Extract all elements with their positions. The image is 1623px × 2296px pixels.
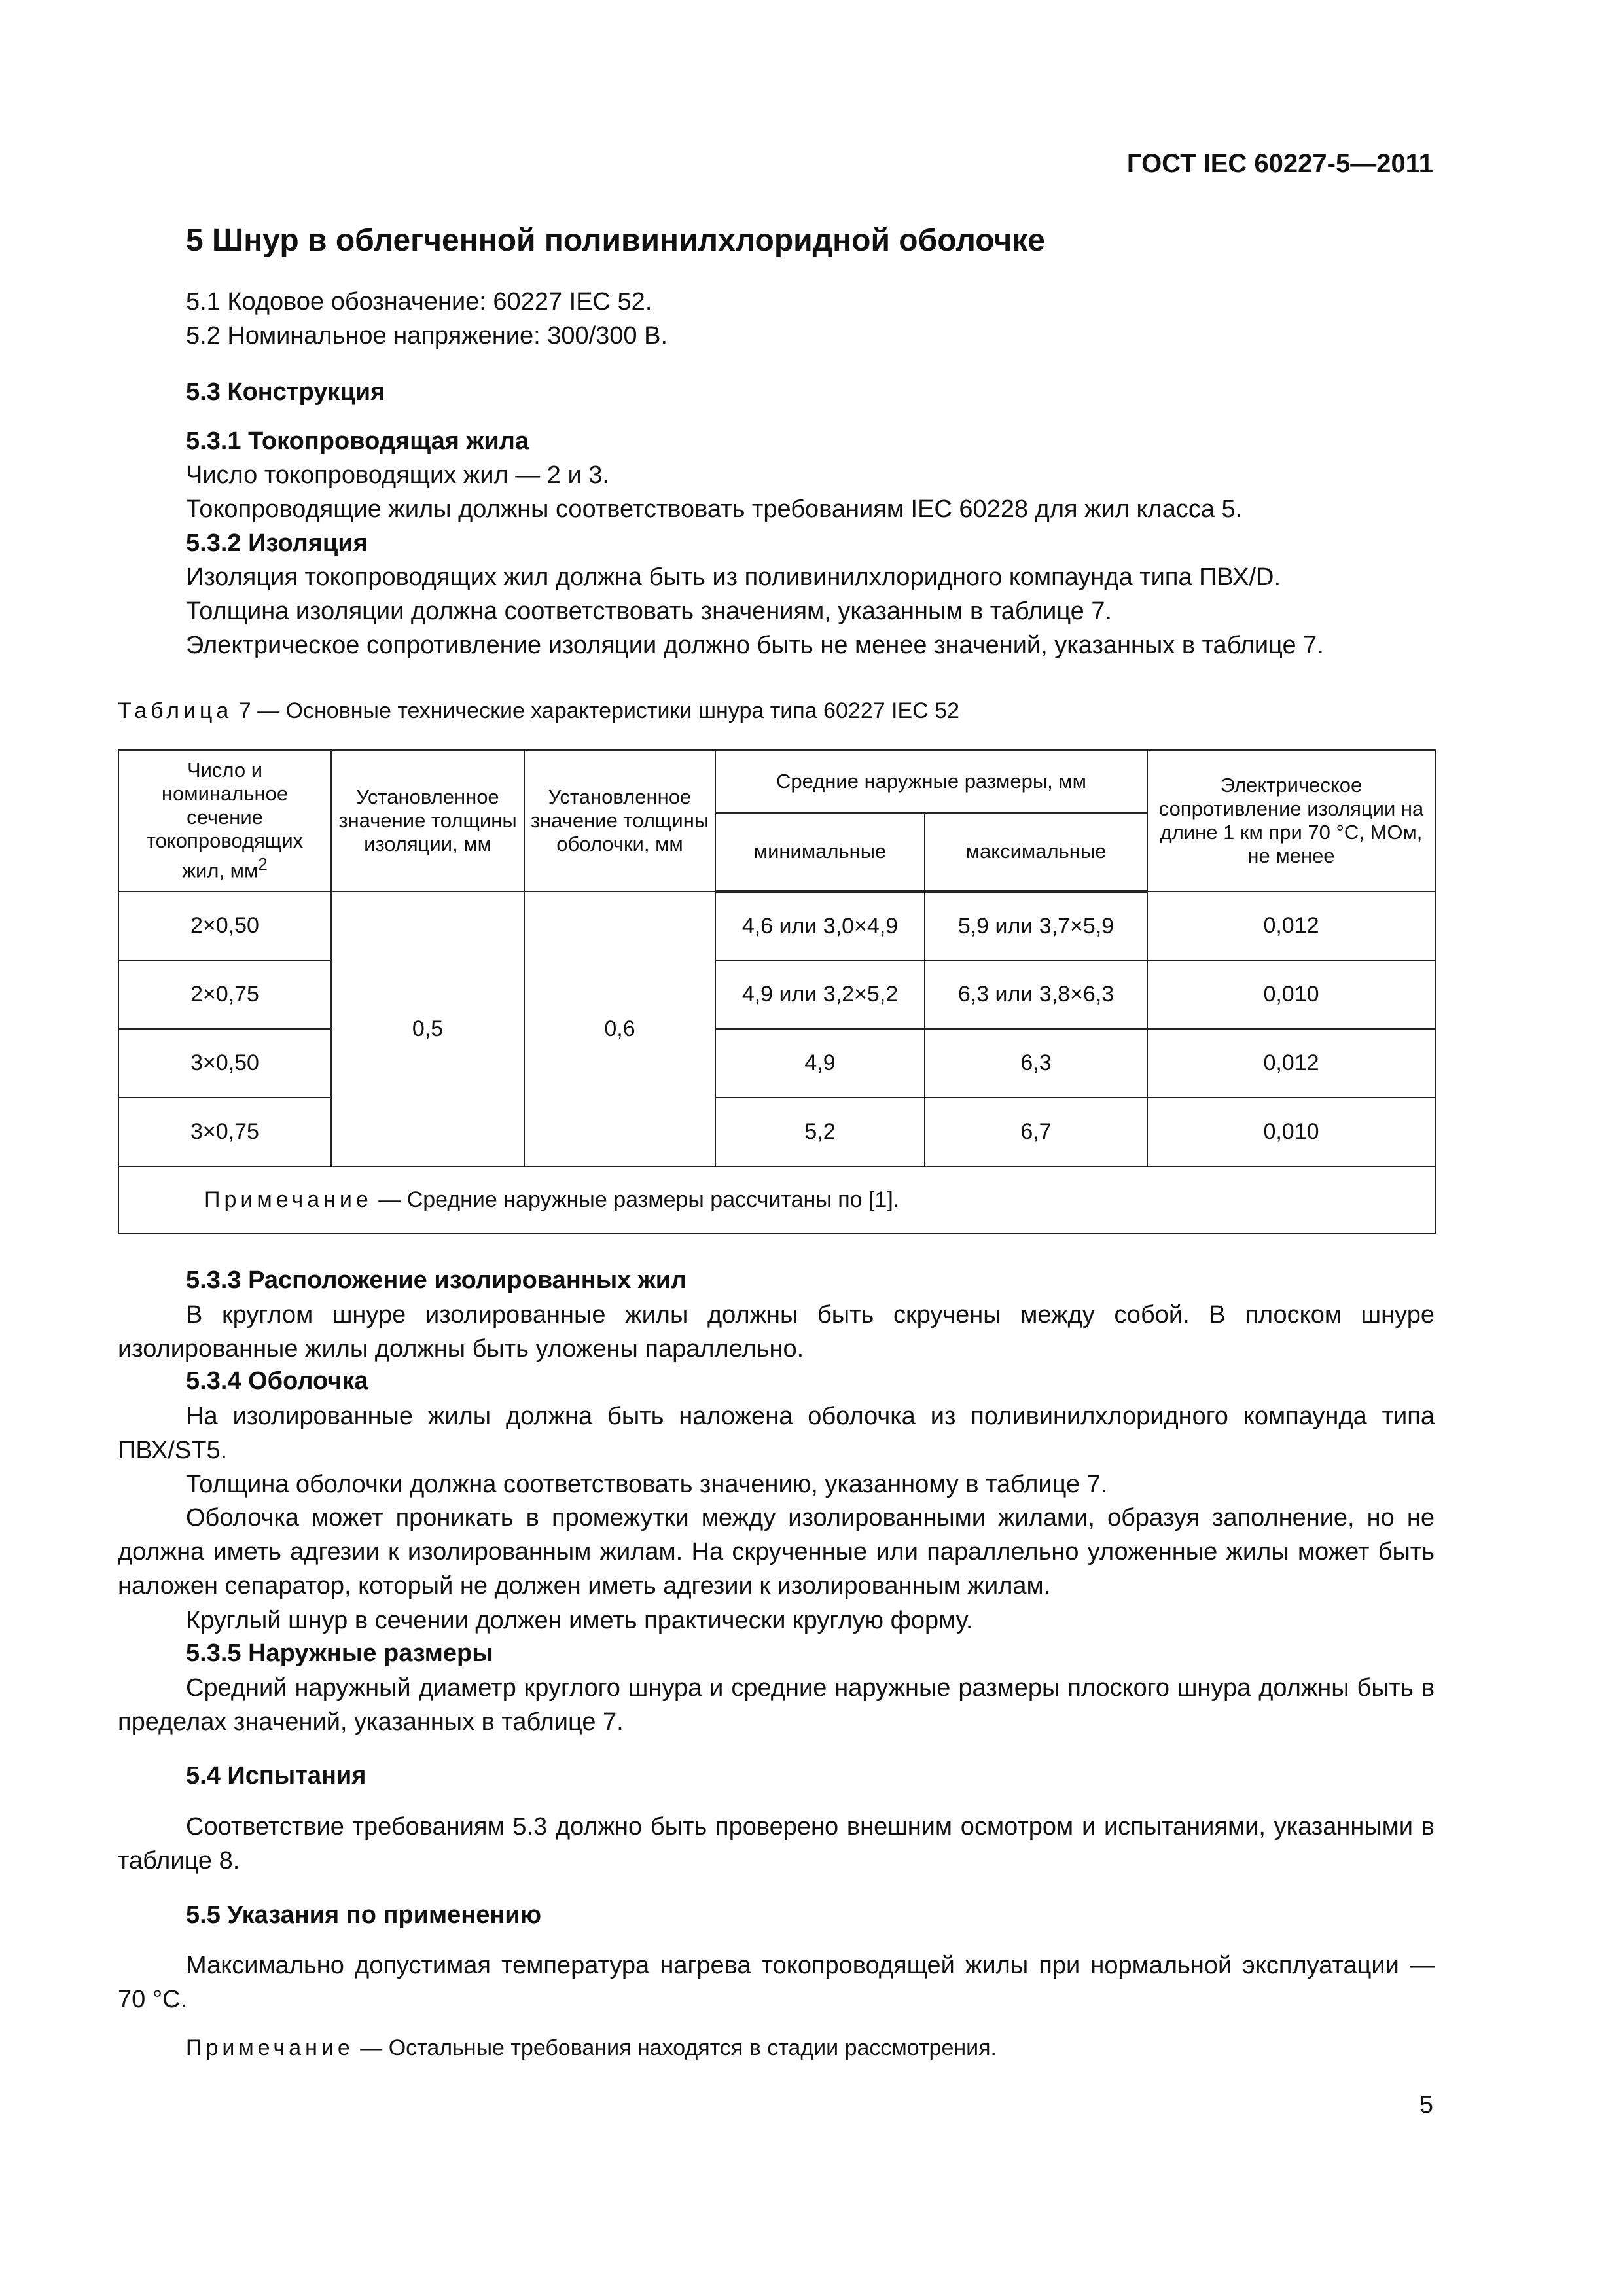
heading-5-3: 5.3 Конструкция bbox=[186, 378, 385, 406]
table-cell: 6,7 bbox=[925, 1098, 1147, 1166]
table-row bbox=[118, 1098, 1435, 1166]
paragraph: На изолированные жилы должна быть наложена оболочка из поливинилхлоридного компаунда типа ПВХ/ST5. bbox=[118, 1403, 1435, 1464]
heading-5-3-5: 5.3.5 Наружные размеры bbox=[186, 1640, 493, 1667]
table-row bbox=[118, 960, 1435, 1029]
clause-5-1: 5.1 Кодовое обозначение: 60227 IEC 52. bbox=[186, 288, 652, 315]
standard-designation: ГОСТ IEC 60227-5—2011 bbox=[1126, 149, 1433, 178]
table-cell: 0,012 bbox=[1147, 1029, 1435, 1098]
heading-5-5: 5.5 Указания по применению bbox=[186, 1901, 542, 1929]
heading-5-3-2: 5.3.2 Изоляция bbox=[186, 529, 368, 557]
table-note-row bbox=[118, 1166, 1435, 1234]
paragraph: Круглый шнур в сечении должен иметь практически круглую форму. bbox=[186, 1607, 973, 1634]
table-cell: 0,5 bbox=[331, 891, 524, 1166]
paragraph: Электрическое сопротивление изоляции должно быть не менее значений, указанных в таблице 7. bbox=[186, 632, 1324, 659]
table-cell: 6,3 bbox=[925, 1029, 1147, 1098]
heading-5-3-4: 5.3.4 Оболочка bbox=[186, 1367, 368, 1395]
header-cell: Установленное значение толщины оболочки, мм bbox=[524, 750, 715, 891]
table-cell: 4,9 bbox=[715, 1029, 925, 1098]
table-cell: 4,9 или 3,2×5,2 bbox=[715, 960, 925, 1029]
header-cell: минимальные bbox=[715, 813, 925, 891]
table-caption-text: 7 — Основные технические характеристики шнура типа 60227 IEC 52 bbox=[238, 698, 959, 723]
header-cell: Электрическое сопротивление изоляции на длине 1 км при 70 °С, МОм, не менее bbox=[1147, 750, 1435, 891]
table-cell: 5,9 или 3,7×5,9 bbox=[925, 891, 1147, 960]
paragraph: Оболочка может проникать в промежутки между изолированными жилами, образуя заполнение, но не должна иметь адгезии к изолированным жилам. На скрученные или параллельно уложенные жилы может быть наложен сепаратор, который не должен иметь адгезии к изолированным жилам. bbox=[118, 1504, 1435, 1600]
paragraph: Соответствие требованиям 5.3 должно быть проверено внешним осмотром и испытаниями, указанными в таблице 8. bbox=[118, 1813, 1435, 1874]
table-cell: 0,012 bbox=[1147, 891, 1435, 960]
table-cell: 6,3 или 3,8×6,3 bbox=[925, 960, 1147, 1029]
heading-5-3-1: 5.3.1 Токопроводящая жила bbox=[186, 427, 529, 455]
paragraph: Число токопроводящих жил — 2 и 3. bbox=[186, 461, 609, 489]
header-cell: Число и номинальное сечение токопроводящих жил, $мм^2$ bbox=[118, 750, 331, 891]
heading-5-3-3: 5.3.3 Расположение изолированных жил bbox=[186, 1266, 687, 1294]
table-cell: 3×0,75 bbox=[118, 1098, 331, 1166]
page-number: 5 bbox=[1419, 2091, 1433, 2119]
table-cell: 0,010 bbox=[1147, 960, 1435, 1029]
table-row bbox=[118, 891, 1435, 960]
final-note: Примечание — Остальные требования находятся в стадии рассмотрения. bbox=[186, 2036, 997, 2060]
header-cell: максимальные bbox=[925, 813, 1147, 891]
table-cell: 4,6 или 3,0×4,9 bbox=[715, 891, 925, 960]
table-caption bbox=[118, 698, 959, 724]
header-cell: Установленное значение толщины изоляции, мм bbox=[331, 750, 524, 891]
table-cell: 2×0,75 bbox=[118, 960, 331, 1029]
heading-5-4: 5.4 Испытания bbox=[186, 1762, 366, 1789]
section-title: 5 Шнур в облегченной поливинилхлоридной оболочке bbox=[186, 223, 1045, 258]
paragraph: Изоляция токопроводящих жил должна быть из поливинилхлоридного компаунда типа ПВХ/D. bbox=[186, 564, 1281, 591]
table-caption-label: Таблица bbox=[118, 698, 233, 723]
table-cell: 3×0,50 bbox=[118, 1029, 331, 1098]
paragraph: Максимально допустимая температура нагрева токопроводящей жилы при нормальной эксплуатации — 70 °С. bbox=[118, 1952, 1435, 2013]
table-cell: 0,010 bbox=[1147, 1098, 1435, 1166]
table-cell: 2×0,50 bbox=[118, 891, 331, 960]
table-cell: 0,6 bbox=[524, 891, 715, 1166]
paragraph: Толщина оболочки должна соответствовать значению, указанному в таблице 7. bbox=[186, 1471, 1108, 1498]
clause-5-2: 5.2 Номинальное напряжение: 300/300 В. bbox=[186, 322, 668, 350]
header-cell: Средние наружные размеры, мм bbox=[715, 750, 1147, 813]
paragraph: Средний наружный диаметр круглого шнура и средние наружные размеры плоского шнура должны быть в пределах значений, указанных в таблице 7. bbox=[118, 1674, 1435, 1736]
table-note: Примечание — Средние наружные размеры рассчитаны по [1]. bbox=[118, 1166, 1435, 1234]
table-row bbox=[118, 1029, 1435, 1098]
table-7 bbox=[118, 749, 1436, 1234]
paragraph: Токопроводящие жилы должны соответствовать требованиям IEC 60228 для жил класса 5. bbox=[186, 495, 1243, 523]
paragraph: В круглом шнуре изолированные жилы должны быть скручены между собой. В плоском шнуре изолированные жилы должны быть уложены параллельно. bbox=[118, 1301, 1435, 1363]
paragraph: Толщина изоляции должна соответствовать значениям, указанным в таблице 7. bbox=[186, 598, 1113, 625]
table-cell: 5,2 bbox=[715, 1098, 925, 1166]
